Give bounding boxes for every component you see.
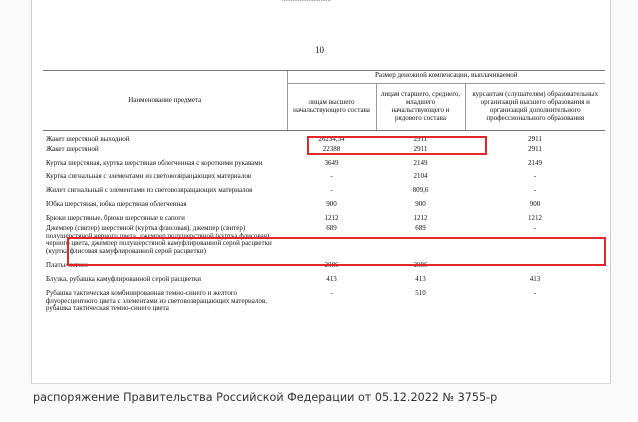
compensation-value-cell: 22388 [322,144,341,153]
compensation-value-cell: 2911 [413,135,428,143]
compensation-value-cell: - [533,261,537,270]
compensation-value-cell: 689 [326,223,337,232]
compensation-value-cell: 26254,34 [318,135,345,143]
header-middle-staff: лицам старшего, среднего, младшего начальствующего и рядового состава [376,84,465,131]
compensation-value-cell: 1212 [528,213,542,222]
compensation-value-cell: 2086 [324,261,339,270]
item-name-cell: Жакет шерстяной [46,144,99,153]
header-compensation-group: Размер денежной компенсации, выплачиваемой [287,71,605,84]
table-row [43,275,605,285]
compensation-value-cell: - [533,186,537,195]
compensation-value-cell: - [533,223,537,232]
item-name-cell: Брюки шерстяные, брюки шерстяные в сапоги [46,213,185,222]
header-item-name: Наименование предмета [43,71,287,131]
compensation-value-cell: - [330,172,333,181]
compensation-value-cell: 809,6 [412,186,429,195]
header-cadets: курсантам (слушателям) образовательных организаций высшего образования и организаций дополнительного профессионального образования [465,84,605,131]
item-name-cell: Платье летнее [46,261,89,270]
item-name-cell: Куртка шерстяная, куртка шерстяная облегченная с короткими рукавами [46,158,263,167]
compensation-value-cell: 2149 [528,158,542,167]
compensation-value-cell: - [533,288,537,297]
compensation-value-cell: 1212 [324,213,339,222]
compensation-value-cell: - [330,186,333,195]
item-name-cell: Рубашка тактическая комбинированная темно-синего и желтого флуоресцентного цвета с элементами из световозвращающих материалов, рубашка тактическая темно-синего цвета [46,288,268,313]
compensation-value-cell: 2086 [413,261,428,270]
source-caption: распоряжение Правительства Российской Федерации от 05.12.2022 № 3755-р [33,391,498,404]
compensation-value-cell: 2911 [413,144,428,153]
item-name-cell: Блузка, рубашка камуфлированной серой расцветки [46,274,202,283]
table-row [43,200,605,210]
compensation-value-cell: 3649 [324,158,339,167]
highlight-box-jacket-values [307,136,487,155]
compensation-value-cell: 689 [415,223,426,232]
compensation-value-cell: 2911 [528,135,542,143]
compensation-value-cell: 413 [529,274,541,283]
compensation-value-cell: 2104 [413,172,428,181]
compensation-value-cell: 510 [415,288,426,297]
document-page [31,0,611,384]
compensation-value-cell: - [330,288,333,297]
compensation-value-cell: 2149 [413,158,428,167]
compensation-value-cell: 900 [326,200,337,209]
compensation-value-cell: 413 [415,274,426,283]
cut-off-header-text [282,0,331,3]
compensation-value-cell: 413 [326,274,337,283]
compensation-value-cell: - [533,172,537,181]
item-name-cell: Жакет шерстяной выходной [46,135,130,143]
table-row [43,289,605,314]
table-row [43,186,605,196]
table-row [43,214,605,224]
header-senior-staff: лицам высшего начальствующего состава [287,84,376,131]
compensation-value-cell: 900 [415,200,426,209]
item-name-cell: Юбка шерстяная, юбка шерстяная облегченная [46,200,187,209]
compensation-value-cell: 1212 [413,213,428,222]
item-name-cell: Джемпер (свитер) шерстяной (куртка флисовая), джемпер (свитер) полушерстяной черного цвета, джемпер полушерстяной (куртка флисовая) черного цвета, джемпер полушерстяной камуфлированной серой расцветки (куртка флисовая камуфлированной серой расцветки) [46,223,272,256]
compensation-table [43,70,605,314]
highlight-box-skirt-trousers-rows [67,237,606,266]
compensation-value-cell: 2911 [528,144,542,153]
item-name-cell: Куртка сигнальная с элементами из световозвращающих материалов [46,172,252,181]
table-row [43,172,605,182]
compensation-value-cell: 900 [529,200,541,209]
table-row [43,159,605,169]
page-number: 10 [315,45,324,55]
item-name-cell: Жилет сигнальный с элементами из световозвращающих материалов [46,186,253,195]
